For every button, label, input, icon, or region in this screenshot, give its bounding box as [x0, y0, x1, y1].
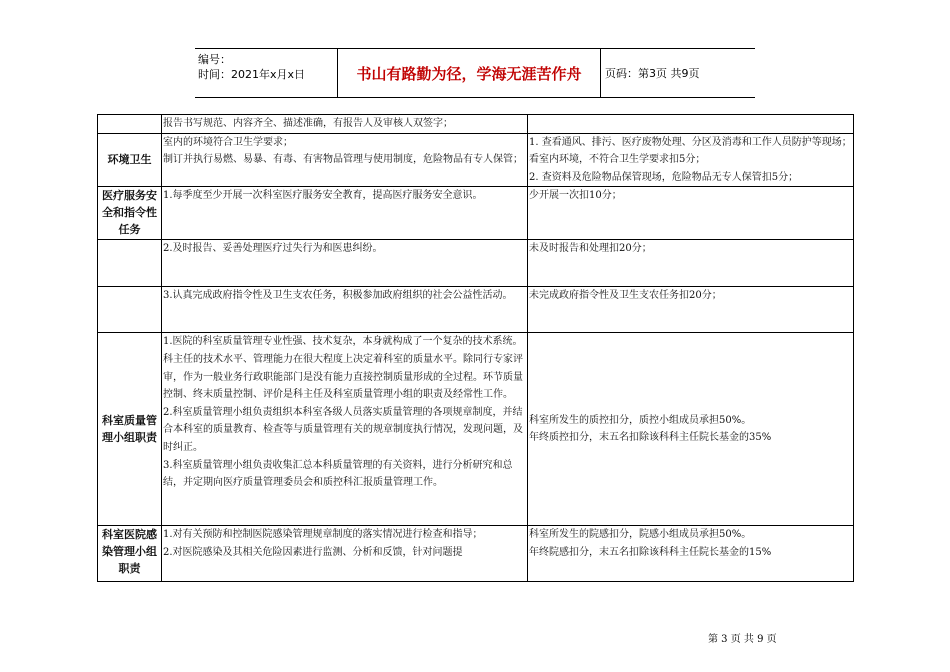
row-content — [162, 187, 528, 240]
scoring-line: 年终院感扣分，末五名扣除该科科主任院长基金的15% — [529, 546, 772, 558]
content-line: 3.认真完成政府指令性及卫生支农任务，积极参加政府组织的社会公益性活动。 — [163, 290, 513, 302]
scoring-line: 2. 查资料及危险物品保管现场，危险物品无专人保管扣5分； — [529, 171, 799, 183]
content-line: 制订并执行易燃、易暴、有毒、有害物品管理与使用制度，危险物品有专人保管； — [163, 154, 523, 166]
row-category — [98, 115, 162, 134]
row-scoring — [528, 526, 854, 582]
page-footer: 第 3 页 共 9 页 — [708, 634, 777, 645]
table-row — [98, 526, 854, 582]
scoring-line: 未完成政府指令性及卫生支农任务扣20分； — [529, 290, 722, 302]
row-content — [162, 287, 528, 333]
row-scoring — [528, 115, 854, 134]
header-page-number: 页码：第3页 共9页 — [605, 67, 700, 80]
page-header — [195, 48, 755, 98]
scoring-line: 1. 查看通风、排污、医疗废物处理、分区及消毒和工作人员防护等现场；看室内环境，不符合卫生学要求扣5分； — [529, 136, 852, 166]
content-line: 2.科室质量管理小组负责组织本科室各级人员落实质量管理的各项规章制度，并结合本科室的质量教育、检查等与质量管理有关的规章制度执行情况，发现问题，及时纠正。 — [163, 406, 523, 453]
row-category — [98, 287, 162, 333]
content-line: 2.对医院感染及其相关危险因素进行监测、分析和反馈，针对问题提 — [163, 546, 463, 558]
scoring-line: 少开展一次扣10分； — [529, 190, 622, 202]
row-category: 科室质量管理小组职责 — [98, 333, 162, 526]
row-scoring — [528, 133, 854, 187]
scoring-line: 科室所发生的院感扣分，院感小组成员承担50%。 — [529, 529, 752, 541]
content-line: 室内的环境符合卫生学要求； — [163, 136, 293, 148]
row-content — [162, 526, 528, 582]
header-info-cell — [195, 49, 338, 97]
row-category: 科室医院感染管理小组职责 — [98, 526, 162, 582]
row-scoring — [528, 240, 854, 287]
row-scoring — [528, 287, 854, 333]
table-row — [98, 133, 854, 187]
row-scoring — [528, 187, 854, 240]
row-content — [162, 333, 528, 526]
row-content — [162, 115, 528, 134]
code-label: 编号： — [198, 53, 231, 66]
scoring-line: 未及时报告和处理扣20分； — [529, 243, 652, 255]
table-row — [98, 287, 854, 333]
header-slogan: 书山有路勤为径，学海无涯苦作舟 — [338, 49, 601, 97]
content-line: 1.每季度至少开展一次科室医疗服务安全教育，提高医疗服务安全意识。 — [163, 190, 483, 202]
content-line: 1.对有关预防和控制医院感染管理规章制度的落实情况进行检查和指导； — [163, 529, 483, 541]
assessment-table — [97, 114, 854, 582]
scoring-line: 年终质控扣分，末五名扣除该科科主任院长基金的35% — [529, 432, 772, 444]
row-content — [162, 133, 528, 187]
table-row — [98, 187, 854, 240]
row-category — [98, 240, 162, 287]
row-scoring — [528, 333, 854, 526]
content-line: 1.医院的科室质量管理专业性强、技术复杂，本身就构成了一个复杂的技术系统。科主任的技术水平、管理能力在很大程度上决定着科室的质量水平。除同行专家评审，作为一般业务行政职能部门是没有能力直接控制质量形成的全过程。环节质量控制、终末质量控制、评价是科主任及科室质量管理小组的职责及经常性工作。 — [163, 336, 523, 401]
row-category: 环境卫生 — [98, 133, 162, 187]
time-label: 时间：2021年x月x日 — [198, 68, 306, 81]
row-content — [162, 240, 528, 287]
content-line: 3.科室质量管理小组负责收集汇总本科质量管理的有关资料，进行分析研究和总结，并定期向医疗质量管理委员会和质控科汇报质量管理工作。 — [163, 459, 513, 489]
content-line: 报告书写规范、内容齐全、描述准确，有报告人及审核人双签字； — [163, 118, 453, 129]
row-category: 医疗服务安全和指令性任务 — [98, 187, 162, 240]
table-row — [98, 333, 854, 526]
content-line: 2.及时报告、妥善处理医疗过失行为和医患纠纷。 — [163, 243, 383, 255]
table-row — [98, 115, 854, 134]
scoring-line: 科室所发生的质控扣分，质控小组成员承担50%。 — [529, 414, 752, 426]
table-row — [98, 240, 854, 287]
